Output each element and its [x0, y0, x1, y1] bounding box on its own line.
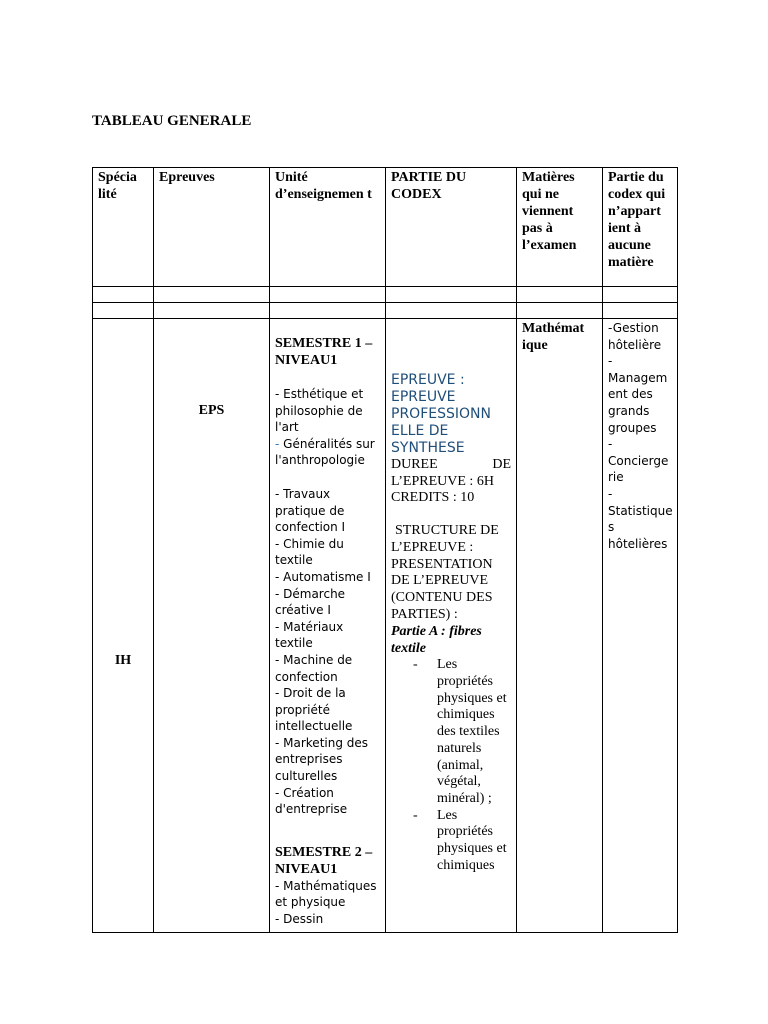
empty-cell [270, 287, 386, 303]
list-item: - Concierge rie [608, 437, 669, 485]
header-specialite-cell [93, 168, 154, 287]
semestre2-title: SEMESTRE 2 – NIVEAU1 [275, 844, 373, 877]
document-title: TABLEAU GENERALE [92, 113, 252, 129]
partie-a-list [391, 657, 511, 874]
list-item: - Managem ent des grands groupes [608, 354, 668, 435]
list-item: - Création d'entreprise [275, 785, 348, 817]
matieres-cell [517, 319, 603, 933]
partie-a-title: Partie A : fibres textile [391, 624, 482, 657]
dash: - [413, 807, 418, 823]
codex-cell [386, 319, 517, 933]
empty-cell [603, 287, 678, 303]
list-item: - Dessin [275, 912, 324, 927]
list-item-text: Généralités sur l'anthropologie [275, 436, 375, 468]
header-codex-aucune-cell [603, 168, 678, 287]
list-item-text: Les propriétés physiques et chimiques des textiles naturels (animal, végétal, minéral) ; [437, 657, 507, 806]
empty-cell [154, 287, 270, 303]
structure-text: STRUCTURE DE L’EPREUVE : PRESENTATION DE L’EPREUVE (CONTENU DES PARTIES) : [391, 523, 499, 622]
content-row [93, 319, 678, 933]
list-item [391, 808, 511, 875]
list-item [275, 436, 380, 469]
empty-cell [270, 303, 386, 319]
header-epreuves-cell [154, 168, 270, 287]
header-unite: Unité d’enseignemen t [275, 170, 372, 202]
spacer [275, 469, 380, 486]
header-partie-codex: PARTIE DU CODEX [391, 170, 467, 202]
list-item: - Travaux pratique de confection I [275, 486, 346, 535]
codex-aucune-cell [603, 319, 678, 933]
blue-dash: - [275, 436, 280, 451]
header-row [93, 168, 678, 287]
empty-cell [517, 303, 603, 319]
duree-rest: L’EPREUVE : 6H [391, 473, 494, 489]
empty-cell [93, 303, 154, 319]
list-item: - Droit de la propriété intellectuelle [275, 686, 353, 734]
header-epreuves: Epreuves [159, 170, 215, 185]
general-table [92, 167, 678, 933]
list-item: - Démarche créative I [275, 586, 346, 618]
empty-cell [154, 303, 270, 319]
empty-cell [386, 303, 517, 319]
header-specialite: Spécia lité [98, 170, 137, 202]
credits: CREDITS : 10 [391, 490, 475, 506]
header-matieres: Matières qui ne viennent pas à l’examen [522, 170, 577, 253]
matieres-value: Mathémat ique [522, 321, 585, 353]
specialite-value: IH [114, 653, 132, 668]
list-item: - Marketing des entreprises culturelles [275, 735, 369, 784]
list-item: - Automatisme I [275, 569, 371, 584]
list-item [391, 657, 511, 807]
header-unite-cell [270, 168, 386, 287]
specialite-cell [93, 319, 154, 933]
codex-aucune-list [608, 320, 675, 552]
epreuve-value: EPS [198, 403, 225, 418]
list-item: - Statistique s hôtelières [608, 486, 673, 551]
empty-cell [386, 287, 517, 303]
header-codex-aucune: Partie du codex qui n’appart ient à aucune matière [608, 170, 666, 270]
semestre2-list [275, 878, 380, 928]
empty-row [93, 303, 678, 319]
epreuve-cell [154, 319, 270, 933]
list-item: - Chimie du textile [275, 536, 344, 568]
empty-cell [93, 287, 154, 303]
semestre1-list [275, 386, 380, 818]
list-item-text: Les propriétés physiques et chimiques [437, 807, 507, 873]
dash: - [413, 657, 418, 673]
list-item: - Machine de confection [275, 652, 353, 684]
list-item: - Mathématiques et physique [275, 878, 377, 910]
list-item: - Matériaux textile [275, 619, 344, 651]
epreuve-title: EPREUVE : EPREUVE PROFESSIONN ELLE DE SYNTHESE [391, 372, 491, 456]
semestre1-title: SEMESTRE 1 – NIVEAU1 [275, 336, 373, 368]
header-partie-codex-cell [386, 168, 517, 287]
unite-cell [270, 319, 386, 933]
list-item: -Gestion hôtelière [608, 321, 662, 352]
empty-cell [517, 287, 603, 303]
header-matieres-cell [517, 168, 603, 287]
duree-line [391, 457, 511, 474]
empty-cell [603, 303, 678, 319]
duree-right: DE [492, 457, 511, 472]
empty-row [93, 287, 678, 303]
duree-left: DUREE [391, 457, 438, 472]
list-item: - Esthétique et philosophie de l'art [275, 387, 364, 435]
